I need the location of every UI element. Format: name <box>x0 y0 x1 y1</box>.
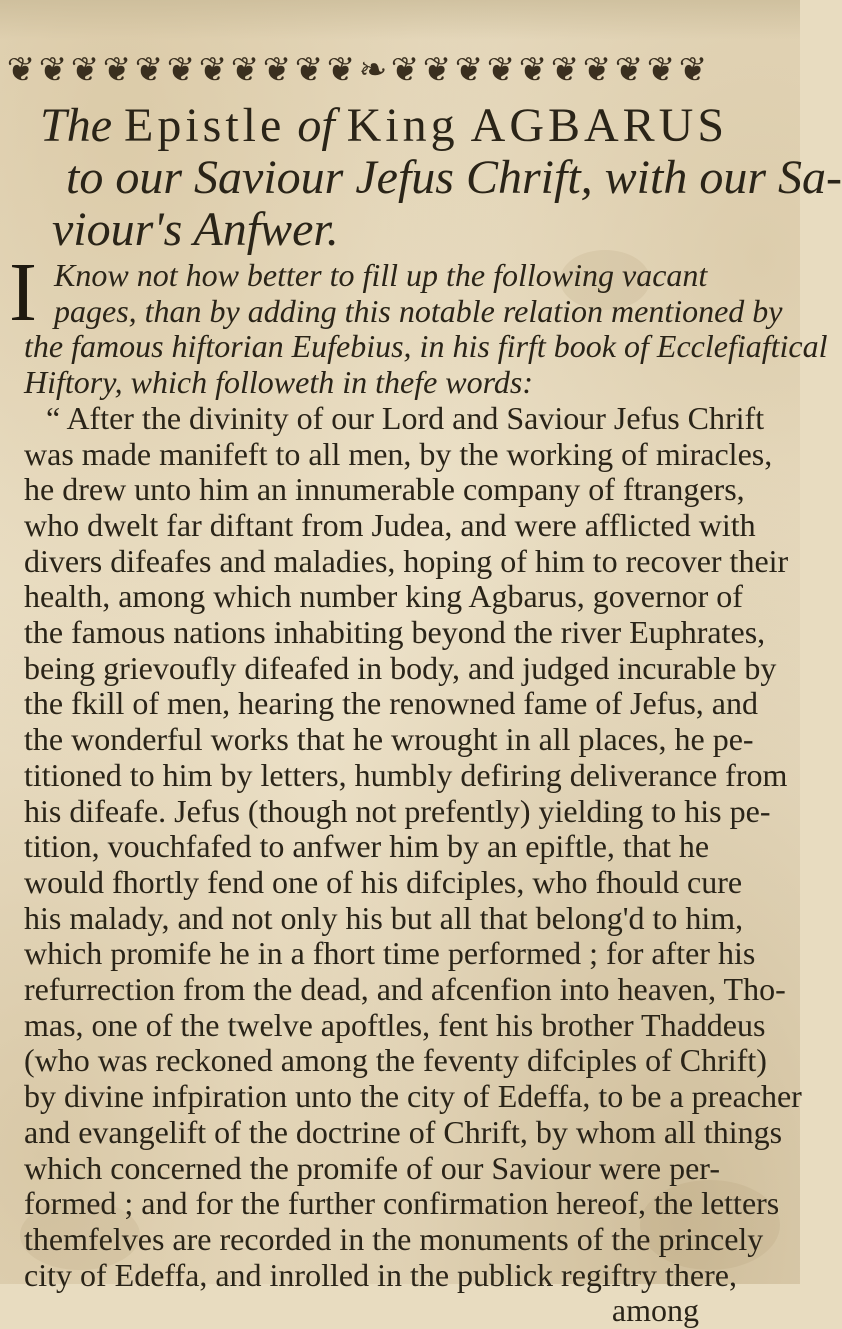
body-line: (who was reckoned among the feventy difciples of Chrift) <box>24 1042 767 1079</box>
body-line: which promife he in a fhort time performed ; for after his <box>24 935 756 972</box>
body-line: Hiftory, which followeth in thefe words: <box>24 364 534 401</box>
body-line: being grievoufly difeafed in body, and judged incurable by <box>24 649 777 686</box>
ornament-fleuron-icon: ❦ <box>6 52 36 89</box>
body-line: tition, vouchfafed to anfwer him by an epiftle, that he <box>24 828 710 865</box>
heading-the: The <box>40 99 112 152</box>
body-line: mas, one of the twelve apoftles, fent his brother Thaddeus <box>24 1006 766 1043</box>
ornament-fleuron-icon: ❦ <box>166 52 196 89</box>
ornament-fleuron-icon: ❧ <box>358 52 388 89</box>
body-line: the fkill of men, hearing the renowned fame of Jefus, and <box>24 685 758 722</box>
heading-king: King <box>346 99 459 152</box>
ornament-fleuron-icon: ❦ <box>38 52 68 89</box>
ornament-fleuron-icon: ❦ <box>614 52 644 89</box>
body-line: who dwelt far diftant from Judea, and were afflicted with <box>24 506 756 543</box>
catchword: among <box>611 1292 699 1329</box>
body-text <box>24 257 828 1329</box>
body-line: which concerned the promife of our Saviour were per- <box>24 1149 720 1186</box>
ornament-fleuron-icon: ❦ <box>294 52 324 89</box>
ornament-fleuron-icon: ❦ <box>582 52 612 89</box>
body-line: health, among which number king Agbarus, governor of <box>24 578 743 615</box>
body-line: would fhortly fend one of his difciples, who fhould cure <box>24 863 743 900</box>
ornament-fleuron-icon: ❦ <box>422 52 452 89</box>
ornament-band <box>6 44 726 98</box>
heading-line-1 <box>40 100 780 152</box>
body-line: he drew unto him an innumerable company of ftrangers, <box>24 471 745 508</box>
body-line: by divine infpiration unto the city of Edeffa, to be a preacher <box>24 1078 802 1115</box>
ornament-fleuron-icon: ❦ <box>646 52 676 89</box>
ornament-fleuron-icon: ❦ <box>454 52 484 89</box>
page-top-edge <box>0 0 800 40</box>
ornament-fleuron-icon: ❦ <box>198 52 228 89</box>
body-line: Know not how better to fill up the following vacant <box>54 257 708 293</box>
body-line: city of Edeffa, and inrolled in the publick regiftry there, <box>24 1256 737 1293</box>
ornament-fleuron-icon: ❦ <box>262 52 292 89</box>
ornament-fleuron-icon: ❦ <box>518 52 548 89</box>
heading-of: of <box>297 99 335 152</box>
body-line: was made manifeft to all men, by the working of miracles, <box>24 435 773 472</box>
epistle-heading <box>40 99 842 256</box>
body-line: “ After the divinity of our Lord and Saviour Jefus Chrift <box>46 399 765 436</box>
body-line: the wonderful works that he wrought in all places, he pe- <box>24 721 754 758</box>
heading-line-2: to our Saviour Jefus Chrift, with our Sa- <box>66 151 842 204</box>
ornament-fleuron-icon: ❦ <box>678 52 708 89</box>
body-line: pages, than by adding this notable relation mentioned by <box>54 292 783 329</box>
heading-line-3: viour's Anfwer. <box>52 203 339 256</box>
body-line: the famous hiftorian Eufebius, in his firft book of Ecclefiaftical <box>24 328 828 365</box>
ornament-fleuron-icon: ❦ <box>486 52 516 89</box>
heading-epistle: Epistle <box>124 99 286 152</box>
heading-agbarus: AGBARUS <box>470 99 729 152</box>
ornament-fleuron-icon: ❦ <box>230 52 260 89</box>
body-line: refurrection from the dead, and afcenfion into heaven, Tho- <box>24 971 786 1008</box>
ornament-fleuron-icon: ❦ <box>70 52 100 89</box>
body-line: titioned to him by letters, humbly defiring deliverance from <box>24 756 788 793</box>
ornament-fleuron-icon: ❦ <box>550 52 580 89</box>
ornament-fleuron-icon: ❦ <box>102 52 132 89</box>
ornament-fleuron-icon: ❦ <box>390 52 420 89</box>
body-line: formed ; and for the further confirmation hereof, the letters <box>24 1185 780 1222</box>
body-line: divers difeafes and maladies, hoping of him to recover their <box>24 542 789 579</box>
body-line: themfelves are recorded in the monuments of the princely <box>24 1220 764 1257</box>
body-line: and evangelift of the doctrine of Chrift, by whom all things <box>24 1113 783 1150</box>
drop-cap: I <box>9 246 37 339</box>
body-line: the famous nations inhabiting beyond the river Euphrates, <box>24 614 766 651</box>
ornament-fleuron-icon: ❦ <box>134 52 164 89</box>
ornament-fleuron-icon: ❦ <box>326 52 356 89</box>
body-line: his malady, and not only his but all that belong'd to him, <box>24 899 744 936</box>
body-line: his difeafe. Jefus (though not prefently) yielding to his pe- <box>24 792 771 829</box>
